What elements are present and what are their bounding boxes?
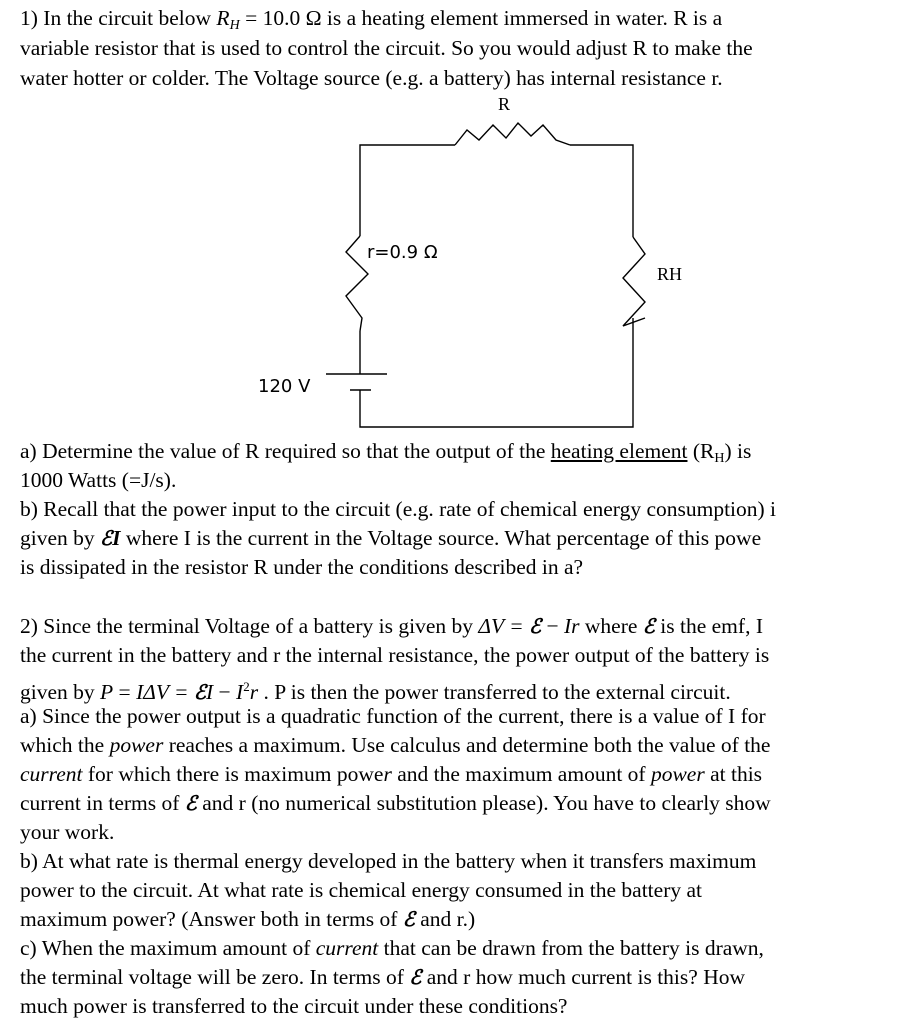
problem2-part-c-line3: much power is transferred to the circuit under these conditions? — [20, 994, 568, 1018]
problem2-part-b-line2: power to the circuit. At what rate is chemical energy consumed in the battery at — [20, 878, 702, 902]
problem2-part-c-line2: the terminal voltage will be zero. In terms of ℰ and r how much current is this? How — [20, 965, 745, 989]
heater-rh-zigzag — [623, 237, 645, 326]
resistor-r-label: R — [498, 94, 511, 114]
problem2-part-a-line5: your work. — [20, 820, 115, 844]
problem1-part-b-line2: given by ℰI where I is the current in the Voltage source. What percentage of this powe — [20, 526, 762, 550]
problem1-intro-line2: variable resistor that is used to control the circuit. So you would adjust R to make the — [20, 36, 753, 60]
problem1-part-b-line3: is dissipated in the resistor R under the conditions described in a? — [20, 555, 584, 579]
wire-top-right — [570, 145, 633, 237]
wire-bottom — [360, 318, 633, 427]
voltage-label: 120 V — [258, 376, 311, 397]
problem2-part-b-line3: maximum power? (Answer both in terms of ℰ and r.) — [20, 907, 476, 931]
problem1-part-a-line2: 1000 Watts (=J/s). — [20, 468, 177, 492]
problem2-part-b-line1: b) At what rate is thermal energy developed in the battery when it transfers maximum — [20, 849, 757, 873]
internal-resistor-zigzag — [346, 236, 368, 331]
problem1-intro-line1: 1) In the circuit below $R_H = 10.0$ Ω is a heating element immersed in water. R is a — [20, 6, 723, 33]
heater-rh-label: RH — [657, 264, 683, 284]
problem2-part-a-line1: a) Since the power output is a quadratic function of the current, there is a value of I for — [20, 704, 766, 728]
problem2-line3: given by P = IΔV = ℰI − $I^2r$ . P is then the power transferred to the external circuit. — [20, 679, 731, 704]
heating-element-link[interactable]: heating element — [550, 439, 688, 463]
problem1-intro-line3: water hotter or colder. The Voltage source (e.g. a battery) has internal resistance r. — [20, 66, 723, 90]
problem2-part-a-line4: current in terms of ℰ and r (no numerical substitution please). You have to clearly show — [20, 791, 771, 815]
problem2-part-a-line2: which the power reaches a maximum. Use calculus and determine both the value of the — [20, 733, 771, 757]
circuit-diagram — [240, 92, 683, 432]
internal-resistance-label: r=0.9 Ω — [367, 242, 438, 263]
problem1-part-b-line1: b) Recall that the power input to the circuit (e.g. rate of chemical energy consumption) i — [20, 497, 777, 521]
resistor-r-zigzag — [455, 123, 570, 145]
problem2-line1: 2) Since the terminal Voltage of a battery is given by ΔV = ℰ − Ir where ℰ is the emf, I — [20, 614, 763, 638]
problem2-part-a-line3: current for which there is maximum power and the maximum amount of power at this — [20, 762, 763, 786]
wire-top-left — [360, 145, 455, 236]
problem2-part-c-line1: c) When the maximum amount of current that can be drawn from the battery is drawn, — [20, 936, 764, 960]
problem1-part-a-line1: a) Determine the value of R required so that the output of the heating element $(R_H)$ is — [20, 439, 752, 466]
problem2-line2: the current in the battery and r the internal resistance, the power output of the battery is — [20, 643, 770, 667]
